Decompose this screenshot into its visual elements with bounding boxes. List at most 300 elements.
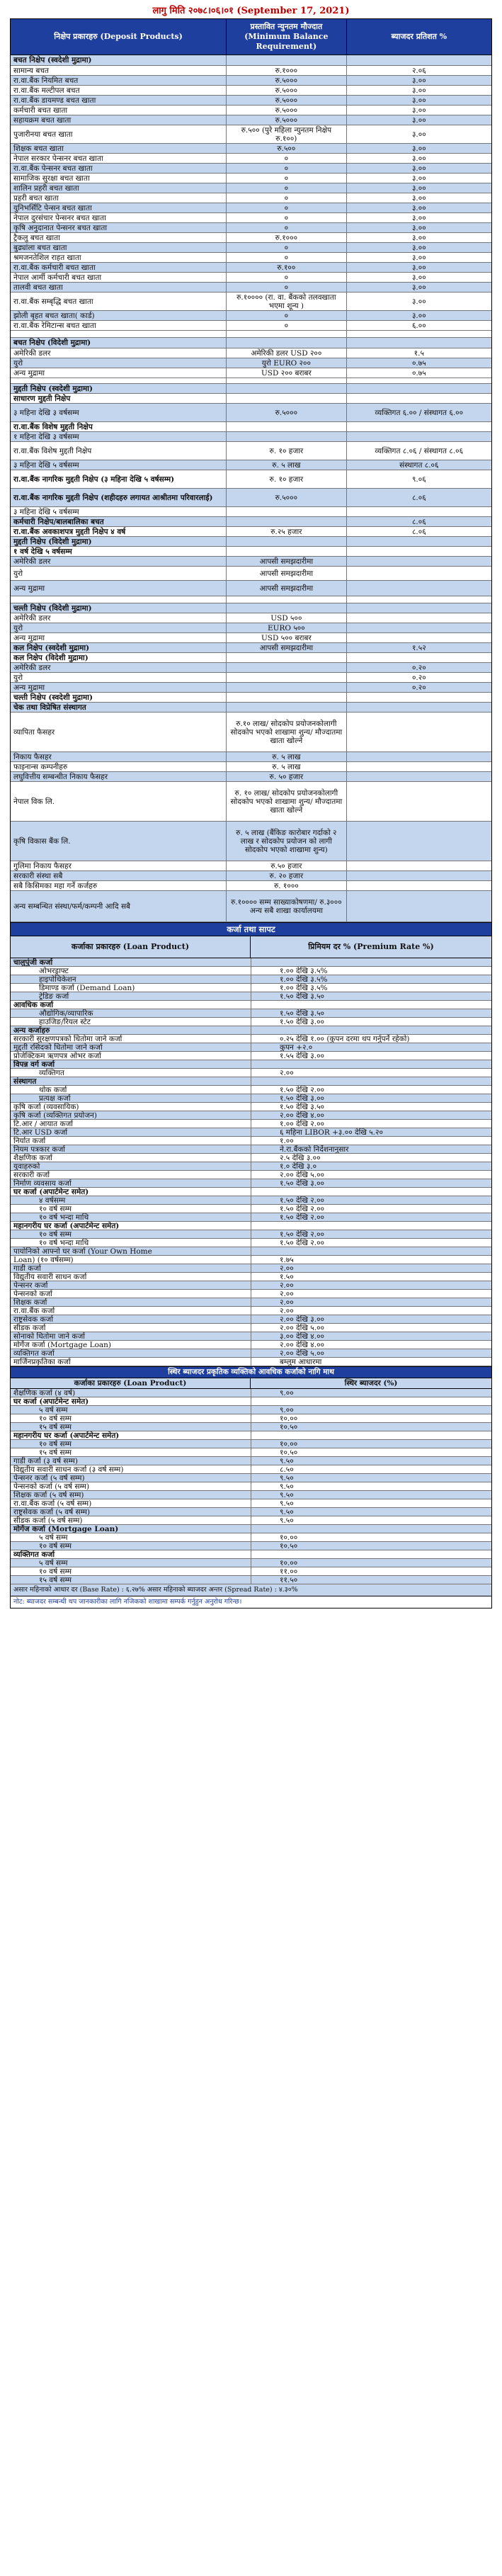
- fixed-loan-product-cell: १० वर्ष सम्म: [11, 1440, 251, 1448]
- deposit-row: [11, 871, 491, 881]
- premium-rate-cell: २.००: [280, 1281, 294, 1289]
- deposit-row: [11, 394, 491, 404]
- deposit-row: [11, 881, 491, 891]
- loan-section-title: कर्जा तथा सापट: [10, 922, 492, 936]
- minimum-balance-cell: ०: [227, 183, 347, 193]
- interest-rate-cell: ०.७५: [411, 368, 426, 378]
- interest-rate-cell: [347, 567, 491, 580]
- loan-product-cell: कृषि कर्जा (व्यक्तिगत प्रयोजन): [11, 1111, 251, 1119]
- deposit-product-cell: लघुवित्तीय सम्बन्धीत निकाय फैसहर: [11, 772, 227, 781]
- minimum-balance-cell: [227, 338, 347, 348]
- deposit-product-cell: व्यापिता फैसहर: [11, 713, 227, 751]
- deposit-product-cell: सहायक्रम बचत खाता: [11, 115, 227, 125]
- minimum-balance-cell: रु.५०००: [227, 96, 347, 105]
- deposit-product-cell: ३ महिना देखि ५ वर्षसम्म: [11, 507, 227, 516]
- minimum-balance-cell: [227, 331, 347, 337]
- loan-product-cell: ट्रेडिङ कर्जा: [11, 992, 251, 1000]
- deposit-product-cell: रा.वा.बैंक अवकाशपत्र मुद्दती निक्षेप ४ वर्ष: [11, 527, 227, 536]
- deposit-row: [11, 404, 491, 422]
- loan-row: [11, 1188, 491, 1196]
- interest-rate-cell: [347, 693, 491, 702]
- deposit-product-cell: नेपाल सरकार पेन्सनर बचत खाता: [11, 154, 227, 163]
- interest-rate-cell: [347, 891, 491, 921]
- deposit-row: [11, 203, 491, 213]
- deposit-product-cell: नेपाल विक लि.: [11, 782, 227, 821]
- minimum-balance-cell: [227, 384, 347, 393]
- loan-row: [11, 1290, 491, 1298]
- interest-rate-cell: [347, 822, 491, 861]
- interest-rate-cell: ३.००: [411, 243, 426, 252]
- fixed-rate-title: स्थिर ब्याजदर प्रकृतिक व्यक्तिको आवधिक कर्जाको नागि माथ: [10, 1366, 492, 1378]
- interest-rate-cell: [347, 384, 491, 393]
- interest-rate-cell: ३.००: [411, 273, 426, 282]
- fixed-loan-product-cell: १५ वर्ष सम्म: [11, 1423, 251, 1431]
- minimum-balance-cell: आपसी समझदारीमा: [227, 581, 347, 596]
- loan-row: [11, 1465, 491, 1474]
- interest-rate-cell: १.५२: [411, 643, 426, 652]
- loan-product-cell: अन्य कर्जाहरु: [11, 1026, 251, 1034]
- premium-rate-cell: १.५० देखि ३.५०: [280, 1009, 324, 1017]
- deposit-product-cell: रा.वा.बैंक सम्बृद्धि बचत खाता: [11, 293, 227, 310]
- premium-rate-cell: ६ महिना LIBOR +३.०० देखि ५.२०: [280, 1128, 383, 1136]
- fixed-rate-cell: ९.५०: [280, 1516, 294, 1524]
- premium-rate-cell: १.०० देखि ३.५%: [280, 984, 328, 992]
- interest-rate-cell: १.५: [413, 348, 424, 358]
- deposit-row: [11, 55, 491, 66]
- fixed-rate-cell: १०.००: [280, 1533, 298, 1541]
- interest-rate-cell: [347, 432, 491, 441]
- minimum-balance-cell: रु.१०००० सम्म साख्याकोषणमा/ रु.३००० अन्य सबै शाखा कार्यालयमा: [227, 891, 347, 921]
- loan-row: [11, 1533, 491, 1542]
- interest-rate-cell: व्यक्तिगत ८.०६ / संस्थागत ८.०६: [375, 446, 464, 455]
- loan-row: [11, 1179, 491, 1188]
- loan-row: [11, 1026, 491, 1035]
- interest-rate-cell: ३.००: [411, 96, 426, 105]
- premium-rate-cell: १.०० देखि ३.५%: [280, 975, 328, 983]
- premium-rate-cell: १.५० देखि २.००: [280, 1086, 324, 1094]
- deposit-row: [11, 752, 491, 762]
- fixed-loan-product-cell: घर कर्जा (अपार्टमेन्ट समेत): [11, 1397, 251, 1405]
- interest-rate-cell: ३.००: [411, 174, 426, 183]
- interest-rate-cell: ६.००: [411, 321, 426, 330]
- deposit-product-cell: फाइनान्स कम्पनीहरु: [11, 762, 227, 771]
- deposit-row: [11, 643, 491, 653]
- loan-row: [11, 1499, 491, 1508]
- deposit-row: [11, 164, 491, 174]
- loan-row: [11, 1516, 491, 1525]
- minimum-balance-cell: ०: [227, 223, 347, 232]
- deposit-row: [11, 273, 491, 283]
- deposit-product-cell: श्रमजनतेशिल राहत खाता: [11, 253, 227, 262]
- premium-rate-cell: १.५० देखि २.००: [280, 1196, 324, 1204]
- loan-product-cell: हाउजिङ/रियल स्टेट: [11, 1018, 251, 1026]
- loan-product-cell: शिक्षक कर्जा: [11, 1298, 251, 1306]
- fixed-rate-cell: ९.५०: [280, 1508, 294, 1516]
- interest-rate-cell: ३.००: [411, 154, 426, 163]
- deposit-product-cell: अन्य मुद्रामा: [11, 683, 227, 692]
- deposit-table: [10, 55, 492, 922]
- interest-rate-cell: [347, 557, 491, 566]
- minimum-balance-cell: रु. ५० हजार: [227, 772, 347, 781]
- interest-rate-cell: ३.००: [411, 233, 426, 242]
- loan-product-cell: राष्ट्रसेवक कर्जा: [11, 1315, 251, 1323]
- deposit-product-cell: कृषि विकास बैंक लि.: [11, 822, 227, 861]
- deposit-product-cell: युरो: [11, 567, 227, 580]
- minimum-balance-cell: रु.५० हजार: [227, 861, 347, 870]
- interest-rate-cell: ८.०६: [411, 493, 426, 502]
- minimum-balance-cell: [227, 663, 347, 672]
- loan-product-cell: पेन्सनर कर्जा: [11, 1281, 251, 1289]
- deposit-product-cell: रा.वा.बैंक पेन्सनर बचत खाता: [11, 164, 227, 173]
- loan-product-cell: ओभरड्राफ्ट: [11, 967, 251, 975]
- interest-rate-cell: ३.००: [411, 183, 426, 193]
- fixed-rate-cell: १०.५०: [280, 1448, 298, 1456]
- loan-row: [11, 1162, 491, 1171]
- deposit-product-cell: ३ महिना देखि ३ वर्षसम्म: [11, 404, 227, 421]
- interest-rate-cell: [347, 623, 491, 632]
- interest-rate-cell: ३.००: [411, 144, 426, 153]
- loan-row: [11, 1567, 491, 1576]
- minimum-balance-cell: रु.१०००: [227, 233, 347, 242]
- loan-row: [11, 1256, 491, 1264]
- minimum-balance-cell: रु.१०००० (रा. वा. बैंकको तलवखाता भएमा शून्य ): [227, 293, 347, 310]
- interest-rate-cell: ९.०६: [411, 475, 426, 484]
- deposit-row: [11, 782, 491, 822]
- deposit-row: [11, 663, 491, 673]
- deposit-product-cell: पुजारीनया बचत खाता: [11, 125, 227, 143]
- loan-row: [11, 1406, 491, 1414]
- deposit-row: [11, 822, 491, 861]
- premium-rate-cell: ने.रा.बैंकको निर्देशनानुसार: [280, 1145, 349, 1153]
- deposit-product-cell: अमेरिकी डलर: [11, 613, 227, 623]
- loan-row: [11, 1111, 491, 1120]
- loan-row: [11, 1315, 491, 1324]
- minimum-balance-cell: ०: [227, 213, 347, 222]
- minimum-balance-cell: रु. १० हजार: [227, 470, 347, 488]
- minimum-balance-cell: [227, 55, 347, 65]
- premium-rate-cell: १.०० देखि २.००: [280, 1120, 324, 1128]
- minimum-balance-cell: USD २०० बराबर: [227, 368, 347, 378]
- deposit-header-col2: प्रस्तावित न्युनतम मौज्दात (Minimum Balance Requirement): [227, 19, 347, 55]
- premium-rate-cell: २.००: [280, 1307, 294, 1315]
- premium-rate-cell: २.०० देखि ५.००: [280, 1349, 324, 1357]
- minimum-balance-cell: रु.५०००: [227, 76, 347, 85]
- premium-rate-cell: १.०० देखि ३.५%: [280, 967, 328, 975]
- deposit-row: [11, 66, 491, 76]
- minimum-balance-cell: रु. ५ लाख: [227, 762, 347, 771]
- deposit-product-cell: कर्मचारी निक्षेप/बालबालिका बचत: [11, 517, 227, 526]
- deposit-product-cell: बुढ्यांला बचत खाता: [11, 243, 227, 252]
- interest-rate-cell: ३.००: [411, 283, 426, 292]
- premium-rate-cell: १.००: [280, 1137, 294, 1145]
- minimum-balance-cell: रु. ५ लाख: [227, 460, 347, 470]
- interest-rate-cell: [347, 762, 491, 771]
- fixed-rate-table: [10, 1389, 492, 1584]
- loan-row: [11, 1154, 491, 1162]
- loan-row: [11, 1474, 491, 1482]
- loan-row: [11, 1137, 491, 1145]
- loan-row: [11, 1542, 491, 1550]
- interest-rate-cell: [347, 603, 491, 613]
- loan-row: [11, 1196, 491, 1205]
- interest-rate-cell: ३.००: [411, 253, 426, 262]
- loan-product-cell: १० वर्ष सम्म: [11, 1205, 251, 1213]
- deposit-product-cell: युरो: [11, 358, 227, 368]
- deposit-row: [11, 567, 491, 581]
- interest-rate-cell: [347, 507, 491, 516]
- minimum-balance-cell: USD ५००: [227, 613, 347, 623]
- fixed-rate-cell: [251, 1525, 491, 1533]
- base-rate-note: असार महिनाको आधार दर (Base Rate) : ६.२७% असार महिनाको ब्याजदर अन्तर (Spread Rate) : ४.३०%: [10, 1584, 492, 1596]
- minimum-balance-cell: ०: [227, 174, 347, 183]
- deposit-product-cell: १ वर्ष देखि ५ वर्षसम्म: [11, 547, 227, 556]
- fixed-rate-cell: ९.००: [280, 1406, 294, 1414]
- deposit-row: [11, 547, 491, 557]
- deposit-row: [11, 144, 491, 154]
- premium-rate-cell: १.५०: [280, 1273, 294, 1281]
- deposit-row: [11, 125, 491, 144]
- premium-rate-cell: २.००: [280, 1264, 294, 1272]
- premium-rate-cell: १.५० देखि ३.५०: [280, 992, 324, 1000]
- deposit-row: [11, 861, 491, 871]
- deposit-row: [11, 331, 491, 338]
- interest-rate-cell: ३.००: [411, 76, 426, 85]
- deposit-row: [11, 283, 491, 293]
- deposit-row: [11, 193, 491, 203]
- loan-row: [11, 1273, 491, 1281]
- fixed-rate-cell: १०.५०: [280, 1542, 298, 1550]
- minimum-balance-cell: रु.५०० (पुरे महिला न्युनतम निक्षेप रु.१००): [227, 125, 347, 143]
- deposit-product-cell: अमेरिकी डलर: [11, 557, 227, 566]
- minimum-balance-cell: [227, 673, 347, 682]
- minimum-balance-cell: [227, 653, 347, 662]
- interest-rate-cell: ०.७५: [411, 358, 426, 368]
- loan-row: [11, 1457, 491, 1465]
- deposit-product-cell: निकाय फैसहर: [11, 752, 227, 761]
- deposit-product-cell: झोली बृहत बचत खाता( कार्ड): [11, 311, 227, 320]
- deposit-product-cell: सामाजिक सुरक्षा बचत खाता: [11, 174, 227, 183]
- premium-rate-cell: १.५० देखि २.००: [280, 1213, 324, 1221]
- loan-row: [11, 1414, 491, 1423]
- fixed-rate-cell: ९.५०: [280, 1499, 294, 1507]
- loan-product-cell: डिमाण्ड कर्जा (Demand Loan): [11, 984, 251, 992]
- loan-row: [11, 1431, 491, 1440]
- loan-row: [11, 1448, 491, 1457]
- deposit-row: [11, 703, 491, 713]
- loan-row: [11, 1247, 491, 1256]
- loan-product-cell: चालुपुंजी कर्जा: [11, 958, 251, 966]
- interest-rate-cell: ३.००: [411, 193, 426, 203]
- premium-rate-cell: २.०० देखि ४.००: [280, 1111, 324, 1119]
- loan-product-cell: निर्यात कर्जा: [11, 1137, 251, 1145]
- interest-rate-cell: [347, 331, 491, 337]
- deposit-product-cell: बचत निक्षेप (स्वदेशी मुद्रामा): [11, 55, 227, 65]
- minimum-balance-cell: [227, 394, 347, 403]
- deposit-product-cell: मुद्दती निक्षेप (स्वदेशी मुद्रामा): [11, 384, 227, 393]
- loan-product-cell: विपन्न वर्ग कर्जा: [11, 1060, 251, 1068]
- loan-product-cell: विद्युतीय सवारी साधन कर्जा: [11, 1273, 251, 1281]
- minimum-balance-cell: रु.५०००: [227, 404, 347, 421]
- minimum-balance-cell: रु. ५ लाख (बैंकिङ कारोबार गर्दाको २ लाख र सोदकोप प्रयोजन को लागी सोदकोप भएको शाखामा शुन्य): [227, 822, 347, 861]
- deposit-product-cell: नेपाल दुरसंचार पेन्सनर बचत खाता: [11, 213, 227, 222]
- loan-row: [11, 1389, 491, 1397]
- premium-rate-cell: १.५० देखि २.००: [280, 1239, 324, 1247]
- loan-row: [11, 1482, 491, 1491]
- deposit-product-cell: शिक्षक बचत खाता: [11, 144, 227, 153]
- loan-product-cell: मार्जिनप्रकृतिका कर्जा: [11, 1358, 251, 1366]
- fixed-loan-product-cell: १० वर्ष सम्म: [11, 1414, 251, 1422]
- loan-row: [11, 1222, 491, 1230]
- loan-row: [11, 1205, 491, 1213]
- loan-row: [11, 1128, 491, 1137]
- deposit-product-cell: ट्रैकलु बचत खाता: [11, 233, 227, 242]
- minimum-balance-cell: रु.५०००: [227, 86, 347, 95]
- minimum-balance-cell: ०: [227, 273, 347, 282]
- minimum-balance-cell: USD ५०० बराबर: [227, 633, 347, 642]
- minimum-balance-cell: [227, 693, 347, 702]
- deposit-row: [11, 321, 491, 331]
- interest-rate-cell: [347, 394, 491, 403]
- fixed-loan-product-cell: पेन्सनर कर्जा (५ वर्ष सम्म): [11, 1474, 251, 1482]
- deposit-product-cell: सामान्य बचत: [11, 66, 227, 75]
- fixed-rate-cell: ९.५०: [280, 1457, 294, 1465]
- deposit-product-cell: गुलिमा निकाय फैसहर: [11, 861, 227, 870]
- deposit-row: [11, 76, 491, 86]
- minimum-balance-cell: आपसी समझदारीमा: [227, 643, 347, 652]
- deposit-product-cell: साधारण मुद्दती निक्षेप: [11, 394, 227, 403]
- contact-note: नोट: ब्याजदर सम्बन्धी थप जानकारीका लागि नजिकको शाखामा सम्पर्क गर्नुहुन अनुरोध गरिन्छ।: [10, 1596, 492, 1608]
- minimum-balance-cell: ०: [227, 164, 347, 173]
- deposit-product-cell: प्रहरी बचत खाता: [11, 193, 227, 203]
- minimum-balance-cell: रु. ५ लाख: [227, 752, 347, 761]
- loan-product-cell: टि.आर USD कर्जा: [11, 1128, 251, 1136]
- deposit-row: [11, 507, 491, 517]
- premium-rate-cell: १.५० देखि २.००: [280, 1230, 324, 1238]
- premium-rate-cell: ०.२५ देखि १.०० (कुपन दरमा थप गर्नुपर्ने रहेको): [280, 1035, 410, 1043]
- loan-row: [11, 1086, 491, 1094]
- deposit-row: [11, 557, 491, 567]
- interest-rate-cell: [347, 713, 491, 751]
- deposit-row: [11, 223, 491, 233]
- fixed-loan-product-cell: ५ वर्ष सम्म: [11, 1559, 251, 1567]
- interest-rate-cell: ३.००: [411, 115, 426, 125]
- fixed-loan-product-cell: सीडक कर्जा (५ वर्ष सम्म): [11, 1516, 251, 1524]
- loan-row: [11, 1043, 491, 1052]
- loan-row: [11, 1094, 491, 1103]
- premium-rate-cell: १.५० देखि २.००: [280, 1205, 324, 1213]
- minimum-balance-cell: रु.५०००: [227, 115, 347, 125]
- deposit-product-cell: मुद्दती निक्षेप (विदेशी मुद्रामा): [11, 537, 227, 546]
- deposit-product-cell: रा.वा.बैंक मल्टीपल बचत: [11, 86, 227, 95]
- minimum-balance-cell: ०: [227, 243, 347, 252]
- minimum-balance-cell: [227, 596, 347, 603]
- loan-product-cell: आवधिक कर्जा: [11, 1001, 251, 1009]
- minimum-balance-cell: [227, 517, 347, 526]
- deposit-product-cell: चल्ती निक्षेप (विदेशी मुद्रामा): [11, 603, 227, 613]
- interest-rate-cell: [347, 422, 491, 431]
- minimum-balance-cell: आपसी समझदारीमा: [227, 567, 347, 580]
- minimum-balance-cell: रु.१००: [227, 263, 347, 272]
- fixed-rate-cell: ११.५०: [280, 1576, 298, 1584]
- deposit-product-cell: शालिन प्रहरी बचत खाता: [11, 183, 227, 193]
- deposit-row: [11, 115, 491, 125]
- deposit-row: [11, 891, 491, 922]
- loan-row: [11, 1491, 491, 1499]
- loan-product-cell: सोनाको धितोमा जाने कर्जा: [11, 1332, 251, 1340]
- minimum-balance-cell: [227, 378, 347, 383]
- deposit-product-cell: अन्य सम्बन्धित संस्था/फर्म/कम्पनी आदि सबै: [11, 891, 227, 921]
- fixed-loan-product-cell: ५ वर्ष सम्म: [11, 1406, 251, 1414]
- minimum-balance-cell: ०: [227, 311, 347, 320]
- deposit-row: [11, 154, 491, 164]
- loan-row: [11, 1069, 491, 1077]
- minimum-balance-cell: [227, 432, 347, 441]
- premium-rate-cell: [251, 1077, 491, 1085]
- premium-rate-cell: २.०० देखि ५.००: [280, 1171, 324, 1179]
- loan-row: [11, 1397, 491, 1406]
- loan-table: [10, 958, 492, 1366]
- premium-rate-cell: [251, 1222, 491, 1230]
- loan-product-cell: सरकारी सुरक्षणपत्रको धितोमा जाने कर्जा: [11, 1035, 251, 1043]
- deposit-product-cell: चेक तथा विप्रेषित संस्थागत: [11, 703, 227, 712]
- deposit-row: [11, 348, 491, 358]
- effective-date: लागु मिति २०७८।०६।०१ (September 17, 2021): [152, 6, 350, 16]
- loan-product-cell: ४ वर्षसम्म: [11, 1196, 251, 1204]
- loan-product-cell: हाइपोथिकेशन: [11, 975, 251, 983]
- deposit-product-cell: सरकारी संस्था सबै: [11, 871, 227, 880]
- minimum-balance-cell: ०: [227, 203, 347, 212]
- deposit-row: [11, 527, 491, 537]
- fixed-rate-cell: १०.००: [280, 1559, 298, 1567]
- fixed-loan-product-cell: राष्ट्रसेवक कर्जा (५ वर्ष सम्म): [11, 1508, 251, 1516]
- deposit-row: [11, 653, 491, 663]
- interest-rate-cell: [347, 703, 491, 712]
- premium-rate-cell: [251, 1026, 491, 1034]
- fixed-rate-cell: ९.५०: [280, 1491, 294, 1499]
- deposit-product-cell: रा.वा.बैंक कर्मचारी बचत खाता: [11, 263, 227, 272]
- minimum-balance-cell: रु.५०००: [227, 106, 347, 115]
- fixed-rate-cell: ९.५०: [280, 1474, 294, 1482]
- minimum-balance-cell: ०: [227, 321, 347, 330]
- deposit-row: [11, 422, 491, 432]
- deposit-row: [11, 713, 491, 752]
- loan-row: [11, 1341, 491, 1349]
- deposit-product-cell: [11, 331, 227, 337]
- fixed-rate-cell: ९.५०: [280, 1482, 294, 1490]
- interest-rate-cell: [347, 782, 491, 821]
- loan-product-cell: निर्माण व्यवसाय कर्जा: [11, 1179, 251, 1187]
- premium-rate-cell: [251, 1001, 491, 1009]
- fixed-rate-cell: ११.००: [280, 1567, 298, 1575]
- loan-row: [11, 1358, 491, 1366]
- loan-row: [11, 1525, 491, 1533]
- loan-row: [11, 1171, 491, 1179]
- deposit-product-cell: अन्य मुद्रामा: [11, 633, 227, 642]
- deposit-row: [11, 772, 491, 782]
- premium-rate-cell: २.०० देखि ३.००: [280, 1315, 324, 1323]
- loan-row: [11, 1052, 491, 1060]
- minimum-balance-cell: EURO ५००: [227, 623, 347, 632]
- interest-rate-cell: ३.००: [411, 106, 426, 115]
- deposit-product-cell: अन्य मुद्रामा: [11, 581, 227, 596]
- deposit-row: [11, 762, 491, 772]
- interest-rate-cell: ३.००: [411, 130, 426, 139]
- fixed-loan-product-cell: शिक्षक कर्जा (५ वर्ष सम्म): [11, 1491, 251, 1499]
- deposit-row: [11, 596, 491, 603]
- loan-product-cell: कृषि कर्जा (व्यवसायिक): [11, 1103, 251, 1111]
- loan-row: [11, 967, 491, 975]
- loan-row: [11, 1018, 491, 1026]
